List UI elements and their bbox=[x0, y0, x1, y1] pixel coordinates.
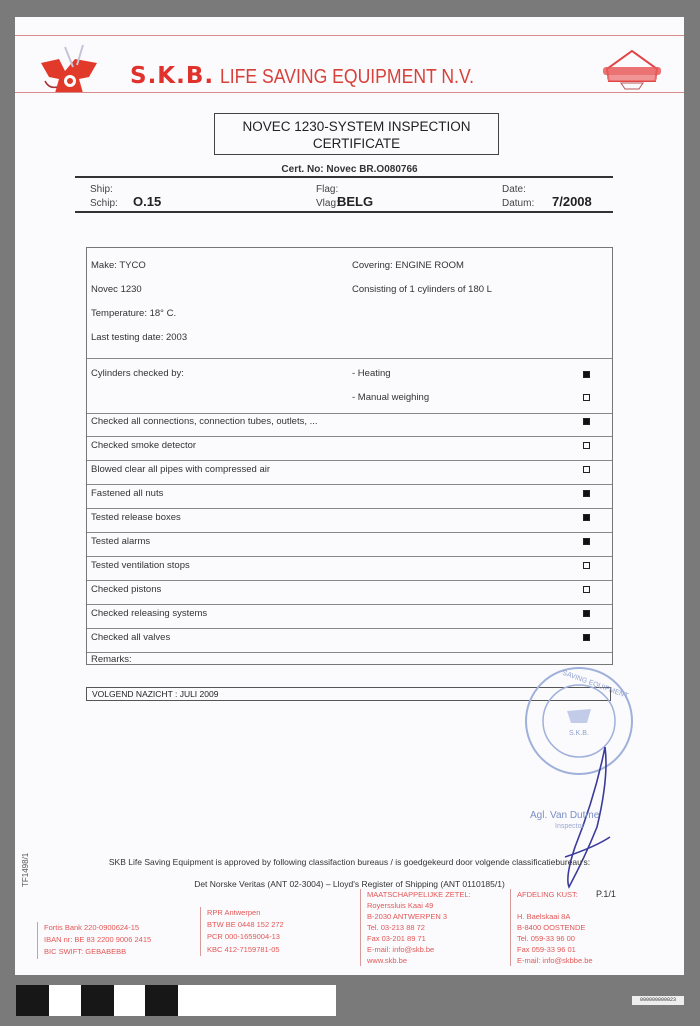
head-office-line: E-mail: info@skb.be bbox=[367, 945, 435, 954]
spacer bbox=[517, 900, 593, 911]
row-divider bbox=[87, 358, 612, 359]
calibration-block bbox=[114, 985, 145, 1016]
row-divider bbox=[87, 580, 612, 581]
bank-line: IBAN nr: BE 83 2200 9006 2415 bbox=[44, 935, 152, 945]
date-value: 7/2008 bbox=[552, 194, 592, 209]
cylinder-option-manual-weighing: - Manual weighing bbox=[352, 392, 430, 403]
row-divider bbox=[87, 484, 612, 485]
row-divider bbox=[87, 413, 612, 414]
bank-line: BIC SWIFT: GEBABEBB bbox=[44, 947, 127, 957]
brand-name bbox=[130, 63, 509, 89]
row-divider bbox=[87, 604, 612, 605]
ship-label-en: Ship: bbox=[90, 184, 113, 195]
flag-label-nl: Vlag: bbox=[316, 198, 339, 209]
bank-details bbox=[37, 922, 151, 959]
row-divider bbox=[87, 508, 612, 509]
flag-label-en: Flag: bbox=[316, 184, 339, 195]
checklist-item: Checked pistons bbox=[91, 584, 162, 595]
header-top-rule bbox=[15, 35, 684, 36]
last-testing-date: Last testing date: 2003 bbox=[91, 332, 188, 343]
checklist-item: Checked all connections, connection tubes, outlets, ... bbox=[91, 416, 318, 427]
bank-line: Fortis Bank 220-0900624-15 bbox=[44, 923, 140, 932]
flag-value: BELG bbox=[337, 194, 374, 209]
registry-line: PCR 000-1659004-13 bbox=[207, 932, 280, 942]
cylinder-option-heating: - Heating bbox=[352, 368, 391, 379]
head-office-line: Fax 03-201 89 71 bbox=[367, 934, 426, 943]
form-code: TF1498/1 bbox=[21, 852, 30, 887]
checklist-item: Checked smoke detector bbox=[91, 440, 197, 451]
head-office-line: Royerssluis Kaai 49 bbox=[367, 901, 434, 910]
checkbox bbox=[583, 490, 590, 497]
divider bbox=[75, 211, 613, 213]
head-office-line: www.skb.be bbox=[367, 956, 408, 965]
branch-line: B-8400 OOSTENDE bbox=[517, 923, 586, 932]
novec-type: Novec 1230 bbox=[91, 284, 142, 295]
checklist-item: Tested alarms bbox=[91, 536, 151, 547]
checklist-item: Fastened all nuts bbox=[91, 488, 164, 499]
title-line-2: CERTIFICATE bbox=[312, 136, 401, 151]
signatory-title: Inspector bbox=[555, 823, 584, 830]
checkbox bbox=[583, 418, 590, 425]
svg-text:SAVING EQUIPMENT: SAVING EQUIPMENT bbox=[561, 669, 629, 700]
checklist-item: Checked releasing systems bbox=[91, 608, 208, 619]
header-bottom-rule bbox=[15, 92, 684, 93]
row-divider bbox=[87, 532, 612, 533]
checkbox bbox=[583, 610, 590, 617]
checklist-item: Tested ventilation stops bbox=[91, 560, 190, 571]
divider bbox=[75, 176, 613, 178]
head-office-line: MAATSCHAPPELIJKE ZETEL: bbox=[367, 890, 471, 899]
checklist-item: Tested release boxes bbox=[91, 512, 181, 523]
row-divider bbox=[87, 460, 612, 461]
ship-label-nl: Schip: bbox=[90, 198, 118, 209]
checkbox bbox=[583, 514, 590, 521]
checkbox bbox=[583, 442, 590, 449]
calibration-block bbox=[81, 985, 114, 1016]
registry-line: BTW BE 0448 152 272 bbox=[207, 920, 284, 930]
registry-line: RPR Antwerpen bbox=[207, 908, 261, 917]
approval-statement: SKB Life Saving Equipment is approved by following classifaction bureaus / is goedgekeurd door volgende classificatiebureau's: bbox=[108, 857, 591, 867]
title-line-1: NOVEC 1230-SYSTEM INSPECTION bbox=[242, 119, 471, 134]
date-label-en: Date: bbox=[502, 184, 526, 195]
remarks-label: Remarks: bbox=[91, 654, 132, 665]
branch-line: H. Baelskaai 8A bbox=[517, 912, 571, 921]
calibration-block bbox=[49, 985, 81, 1016]
brand-short: S.K.B. bbox=[130, 63, 215, 89]
checkbox-manual-weighing bbox=[583, 394, 590, 401]
calibration-block bbox=[16, 985, 49, 1016]
cert-number: Cert. No: Novec BR.O080766 bbox=[281, 164, 418, 175]
row-divider bbox=[87, 652, 612, 653]
checkbox bbox=[583, 538, 590, 545]
calibration-block bbox=[145, 985, 178, 1016]
checklist-item: Blowed clear all pipes with compressed air bbox=[91, 464, 270, 475]
liferaft-icon bbox=[595, 47, 669, 92]
date-label-nl: Datum: bbox=[502, 198, 535, 209]
checkbox bbox=[583, 586, 590, 593]
row-divider bbox=[87, 628, 612, 629]
checkbox-heating bbox=[583, 371, 590, 378]
registry-line: KBC 412-7159781-05 bbox=[207, 944, 280, 954]
branch-details bbox=[510, 889, 593, 966]
svg-text:S.K.B.: S.K.B. bbox=[569, 730, 589, 737]
next-inspection: VOLGEND NAZICHT : JULI 2009 bbox=[86, 687, 611, 701]
make: Make: TYCO bbox=[91, 260, 146, 271]
row-divider bbox=[87, 436, 612, 437]
signatory-name: Agl. Van Dutme bbox=[530, 810, 600, 821]
consisting-of: Consisting of 1 cylinders of 180 L bbox=[352, 284, 492, 295]
branch-line: Tel. 059-33 96 00 bbox=[517, 934, 575, 943]
head-office-details bbox=[360, 889, 471, 966]
brand-long: LIFE SAVING EQUIPMENT N.V. bbox=[220, 66, 475, 88]
cylinders-label: Cylinders checked by: bbox=[91, 368, 184, 379]
registry-details bbox=[200, 907, 284, 956]
page-number: P.1/1 bbox=[596, 889, 616, 899]
branch-line: AFDELING KUST: bbox=[517, 890, 578, 899]
checkbox bbox=[583, 634, 590, 641]
branch-line: E-mail: info@skbbe.be bbox=[517, 956, 593, 965]
head-office-line: Tel. 03-213 88 72 bbox=[367, 923, 425, 932]
covering: Covering: ENGINE ROOM bbox=[352, 260, 464, 271]
checklist-item: Checked all valves bbox=[91, 632, 171, 643]
scan-label: 000000000023 bbox=[632, 996, 684, 1005]
ship-info-bar bbox=[90, 182, 610, 210]
branch-line: Fax 059-33 96 01 bbox=[517, 945, 576, 954]
row-divider bbox=[87, 556, 612, 557]
classification-bureaus: Det Norske Veritas (ANT 02-3004) – Lloyd's Register of Shipping (ANT 0110185/1) bbox=[194, 879, 505, 889]
certificate-page bbox=[15, 17, 684, 975]
checkbox bbox=[583, 466, 590, 473]
calibration-block bbox=[178, 985, 336, 1016]
temperature: Temperature: 18° C. bbox=[91, 308, 177, 319]
checkbox bbox=[583, 562, 590, 569]
head-office-line: B-2030 ANTWERPEN 3 bbox=[367, 912, 448, 921]
anchor-lifesaver-logo-icon bbox=[35, 37, 105, 95]
inspection-table bbox=[86, 247, 613, 665]
ship-value: O.15 bbox=[133, 194, 162, 209]
certificate-title bbox=[214, 113, 499, 155]
